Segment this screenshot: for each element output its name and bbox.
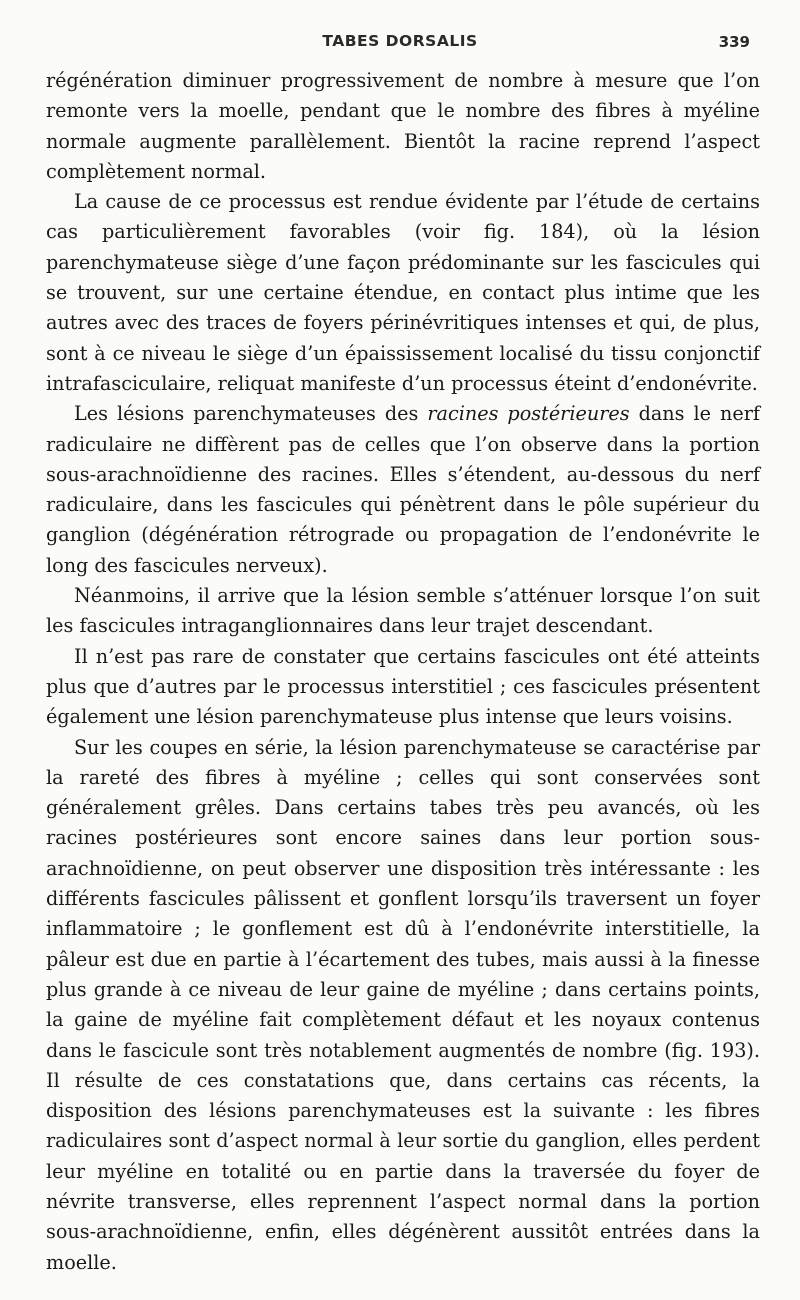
page-number: 339 bbox=[718, 33, 750, 51]
paragraph-attenuation: Néanmoins, il arrive que la lésion semble s’atténuer lorsque l’on suit les fascicules intraganglionnaires dans leur trajet descendant. bbox=[46, 584, 760, 638]
paragraph-interstitial: Il n’est pas rare de constater que certains fascicules ont été atteints plus que d’autres par le processus interstitiel ; ces fascicules présentent également une lésion parenchymateuse plus intense que leurs voisins. bbox=[46, 644, 760, 729]
body-text bbox=[46, 66, 760, 1278]
running-head bbox=[0, 32, 800, 56]
paragraph-text: dans le nerf radiculaire ne diffèrent pas de celles que l’on observe dans la portion sous-arachnoïdienne des racines. Elles s’étendent, au-dessous du nerf radiculaire, dans les fascicules qui pénètrent dans le pôle supérieur du ganglion (dégénération rétrograde ou propagation de l’endonévrite le long des fascicules nerveux). bbox=[46, 402, 761, 577]
paragraph-posterior-roots bbox=[46, 399, 760, 581]
paragraph-serial-sections: Sur les coupes en série, la lésion parenchymateuse se caractérise par la rareté des fibres à myéline ; celles qui sont conservées sont généralement grêles. Dans certains tabes très peu avancés, où les racines postérieures sont encore saines dans leur portion sous-arachnoïdienne, on peut observer une disposition très intéressante : les différents fascicules pâlissent et gonflent lorsqu’ils traversent un foyer inflammatoire ; le gonflement est dû à l’endonévrite interstitielle, la pâleur est due en partie à l’écartement des tubes, mais aussi à la finesse plus grande à ce niveau de leur gaine de myéline ; dans certains points, la gaine de myéline fait complètement défaut et les noyaux contenus dans le fascicule sont très notablement augmentés de nombre (fig. 193). Il résulte de ces constatations que, dans certains cas récents, la disposition des lésions parenchymateuses est la suivante : les fibres radiculaires sont d’aspect normal à leur sortie du ganglion, elles perdent leur myéline en totalité ou en partie dans la traversée du foyer de névrite transverse, elles reprennent l’aspect normal dans la portion sous-arachnoïdienne, enfin, elles dégénèrent aussitôt entrées dans la moelle. bbox=[46, 735, 760, 1274]
italic-term: racines postérieures bbox=[427, 402, 630, 426]
paragraph-cause: La cause de ce processus est rendue évidente par l’étude de certains cas particulièrement favorables (voir fig. 184), où la lésion parenchymateuse siège d’une façon prédominante sur les fascicules qui se trouvent, sur une certaine étendue, en contact plus intime que les autres avec des traces de foyers périnévritiques intenses et qui, de plus, sont à ce niveau le siège d’un épaississement localisé du tissu conjonctif intrafasciculaire, reliquat manifeste d’un processus éteint d’endonévrite. bbox=[46, 190, 760, 395]
paragraph-continuation: régénération diminuer progressivement de nombre à mesure que l’on remonte vers la moelle, pendant que le nombre des fibres à myéline normale augmente parallèlement. Bientôt la racine reprend l’aspect complètement normal. bbox=[46, 69, 760, 183]
paragraph-text: Les lésions parenchymateuses des bbox=[74, 402, 428, 426]
running-title: TABES DORSALIS bbox=[322, 32, 478, 50]
